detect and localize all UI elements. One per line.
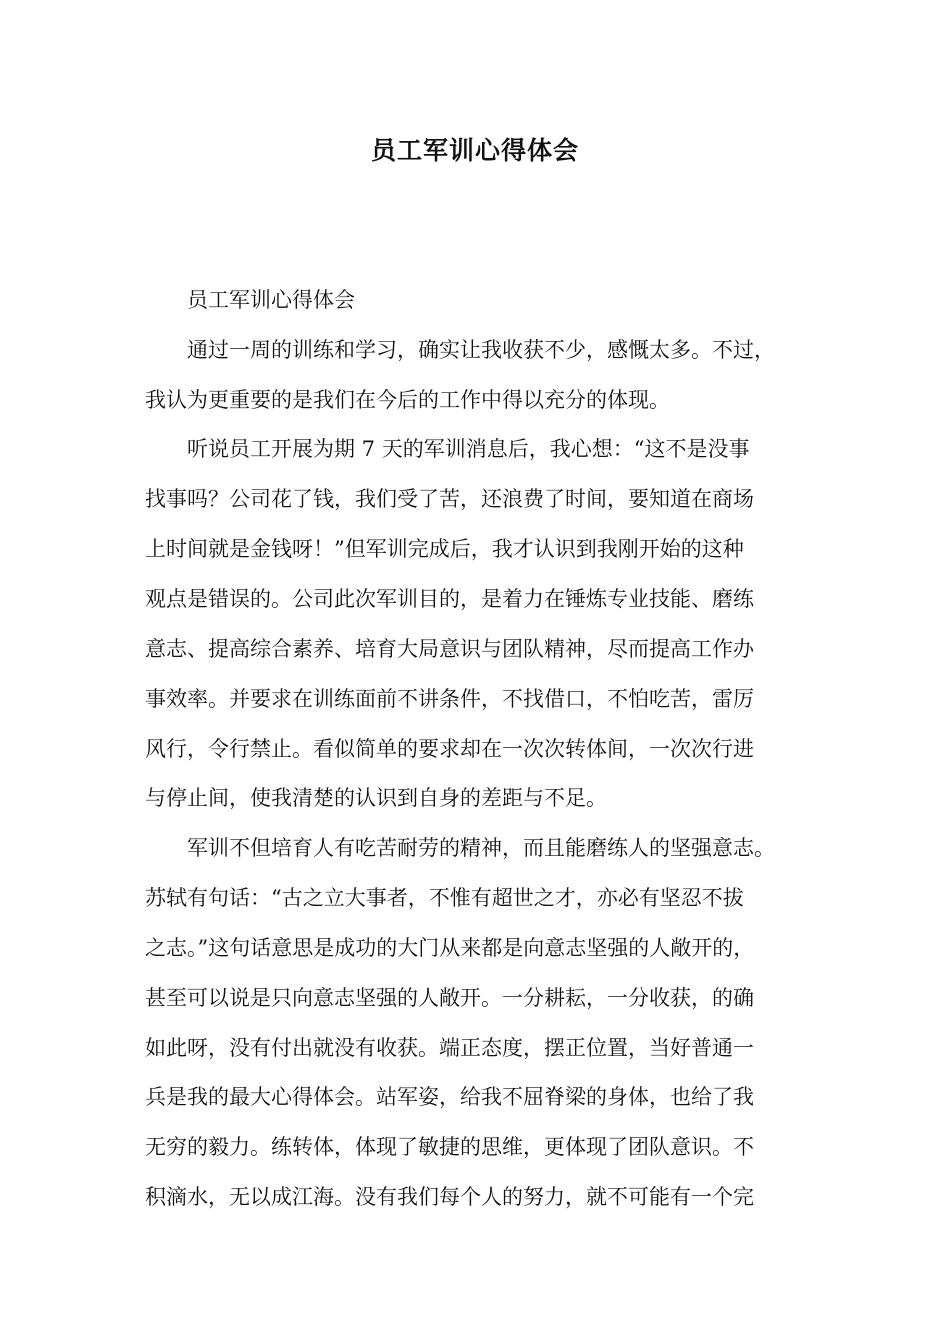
body-line: 风行，令行禁止。看似简单的要求却在一次次转体间，一次次行进 [145, 737, 754, 761]
body-line: 观点是错误的。公司此次军训目的，是着力在锤炼专业技能、磨练 [145, 587, 754, 611]
body-line: 上时间就是金钱呀！”但军训完成后，我才认识到我刚开始的这种 [145, 537, 744, 561]
document-title: 员工军训心得体会 [370, 136, 579, 165]
body-line: 与停止间，使我清楚的认识到自身的差距与不足。 [145, 786, 607, 810]
body-line: 苏轼有句话：“古之立大事者，不惟有超世之才，亦必有坚忍不拔 [145, 886, 744, 910]
body-line: 无穷的毅力。练转体，体现了敏捷的思维，更体现了团队意识。不 [145, 1135, 754, 1159]
body-line: 军训不但培育人有吃苦耐劳的精神，而且能磨练人的坚强意志。 [145, 836, 775, 860]
body-line: 员工军训心得体会 [145, 288, 355, 312]
body-line: 找事吗？公司花了钱，我们受了苦，还浪费了时间，要知道在商场 [145, 487, 754, 511]
body-line: 听说员工开展为期 7 天的军训消息后，我心想：“这不是没事 [145, 437, 750, 461]
body-line: 通过一周的训练和学习，确实让我收获不少，感慨太多。不过， [145, 338, 775, 362]
body-line: 事效率。并要求在训练面前不讲条件，不找借口，不怕吃苦，雷厉 [145, 687, 754, 711]
body-line: 兵是我的最大心得体会。站军姿，给我不屈脊梁的身体，也给了我 [145, 1085, 754, 1109]
body-line: 意志、提高综合素养、培育大局意识与团队精神，尽而提高工作办 [145, 637, 754, 661]
body-line: 之志。”这句话意思是成功的大门从来都是向意志坚强的人敞开的， [145, 936, 755, 960]
body-line: 积滴水，无以成江海。没有我们每个人的努力，就不可能有一个完 [145, 1185, 754, 1209]
body-line: 甚至可以说是只向意志坚强的人敞开。一分耕耘，一分收获，的确 [145, 986, 754, 1010]
body-line: 我认为更重要的是我们在今后的工作中得以充分的体现。 [145, 388, 670, 412]
body-line: 如此呀，没有付出就没有收获。端正态度，摆正位置，当好普通一 [145, 1036, 754, 1060]
